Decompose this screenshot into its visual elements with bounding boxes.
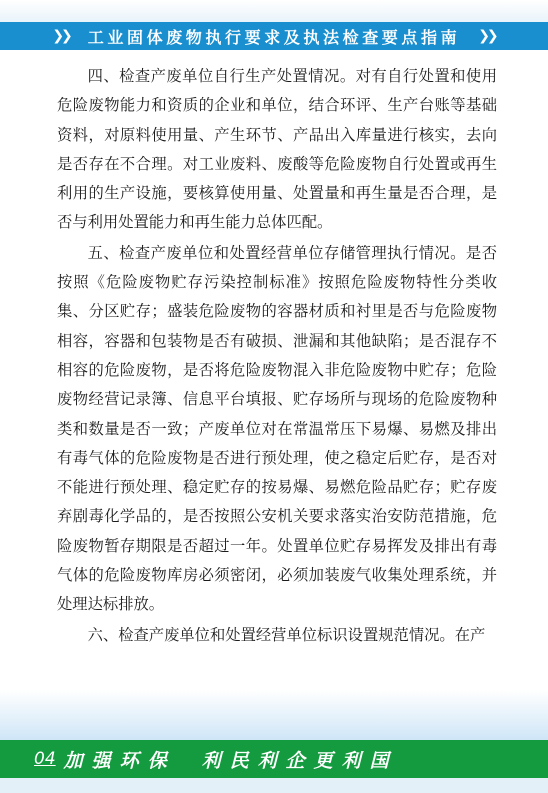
- below-footer-band: [0, 778, 548, 793]
- header-title: 工业固体废物执行要求及执法检查要点指南: [87, 27, 461, 47]
- paragraph-5: 五、检查产废单位和处置经营单位存储管理执行情况。是否按照《危险废物贮存污染控制标准》按照危险废物特性分类收集、分区贮存；盛装危险废物的容器材质和衬里是否与危险废物相容，容器和包装物是否有破损、泄漏和其他缺陷；是否混存不相容的危险废物，是否将危险废物混入非危险废物中贮存；危险废物经营记录簿、信息平台填报、贮存场所与现场的危险废物种类和数量是否一致；产废单位对在常温常压下易爆、易燃及排出有毒气体的危险废物是否进行预处理，使之稳定后贮存，是否对不能进行预处理、稳定贮存的按易爆、易燃危险品贮存；贮存废弃剧毒化学品的，是否按照公安机关要求落实治安防范措施，危险废物暂存期限是否超过一年。处置单位贮存易挥发及排出有毒气体的危险废物库房必须密闭，必须加装废气收集处理系统，并处理达标排放。: [57, 243, 497, 614]
- double-chevron-right-icon: ❯❯: [52, 28, 70, 44]
- paragraph-6: 六、检查产废单位和处置经营单位标识设置规范情况。在产: [87, 625, 486, 644]
- top-band: [0, 0, 548, 22]
- page-footer: [0, 740, 548, 778]
- bottom-fade: [0, 690, 548, 740]
- double-chevron-right-icon: ❯❯: [478, 28, 496, 44]
- page-header: [0, 22, 548, 50]
- paragraph-4: 四、检查产废单位自行生产处置情况。对有自行处置和使用危险废物能力和资质的企业和单位，结合环评、生产台账等基础资料，对原料使用量、产生环节、产品出入库量进行核实，去向是否存在不合理。对工业废料、废酸等危险废物自行处置或再生利用的生产设施，要核算使用量、处置量和再生量是否合理，是否与利用处置能力和再生能力总体匹配。: [57, 67, 497, 232]
- footer-slogan-1: 加强环保: [63, 749, 176, 772]
- body-text: [57, 62, 497, 650]
- footer-slogan-2: 利民利企更利国: [201, 749, 398, 772]
- page-number: 04: [34, 749, 56, 769]
